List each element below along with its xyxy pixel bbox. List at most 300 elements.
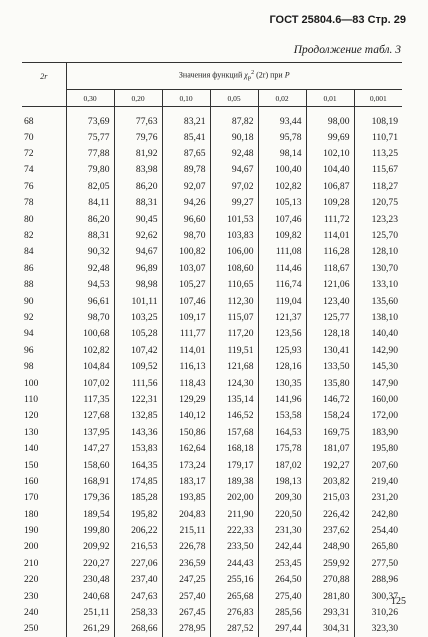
table-cell: 115,07 <box>210 309 258 325</box>
table-cell: 96,60 <box>162 211 210 227</box>
table-cell: 215,11 <box>162 522 210 538</box>
table-cell: 88,31 <box>66 227 114 243</box>
table-row <box>22 145 402 161</box>
column-header-2r: 2r <box>22 63 66 107</box>
table-cell: 92,62 <box>114 227 162 243</box>
table-cell: 77,88 <box>66 145 114 161</box>
table-cell: 164,35 <box>114 457 162 473</box>
table-cell: 79,76 <box>114 129 162 145</box>
table-cell: 105,28 <box>114 326 162 342</box>
table-cell: 125,77 <box>306 309 354 325</box>
table-cell: 175,78 <box>258 440 306 456</box>
table-cell: 99,69 <box>306 129 354 145</box>
table-cell: 115,67 <box>354 162 402 178</box>
page-number: 125 <box>391 596 406 607</box>
table-cell: 216,53 <box>114 539 162 555</box>
table-cell: 111,08 <box>258 244 306 260</box>
table-cell: 118,67 <box>306 260 354 276</box>
table-cell: 153,58 <box>258 408 306 424</box>
table-cell: 202,00 <box>210 490 258 506</box>
table-cell: 109,17 <box>162 309 210 325</box>
table-row <box>22 588 402 604</box>
table-cell: 120,75 <box>354 195 402 211</box>
row-label-2r: 100 <box>22 375 66 391</box>
table-row <box>22 260 402 276</box>
table-cell: 125,93 <box>258 342 306 358</box>
table-cell: 265,80 <box>354 539 402 555</box>
table-cell: 107,46 <box>258 211 306 227</box>
table-cell: 92,48 <box>210 145 258 161</box>
table-row <box>22 391 402 407</box>
table-cell: 102,82 <box>66 342 114 358</box>
table-cell: 83,21 <box>162 107 210 130</box>
table-cell: 183,17 <box>162 473 210 489</box>
table-row <box>22 195 402 211</box>
table-cell: 276,83 <box>210 604 258 620</box>
table-cell: 110,71 <box>354 129 402 145</box>
table-cell: 128,16 <box>258 358 306 374</box>
table-cell: 98,14 <box>258 145 306 161</box>
table-cell: 103,25 <box>114 309 162 325</box>
table-cell: 174,85 <box>114 473 162 489</box>
row-label-2r: 90 <box>22 293 66 309</box>
table-cell: 103,83 <box>210 227 258 243</box>
row-label-2r: 76 <box>22 178 66 194</box>
table-row <box>22 129 402 145</box>
table-cell: 300,37 <box>354 588 402 604</box>
table-cell: 77,63 <box>114 107 162 130</box>
row-label-2r: 78 <box>22 195 66 211</box>
table-cell: 240,68 <box>66 588 114 604</box>
table-cell: 101,53 <box>210 211 258 227</box>
column-header-p: 0,30 <box>66 90 114 107</box>
table-row <box>22 244 402 260</box>
row-label-2r: 74 <box>22 162 66 178</box>
table-cell: 237,40 <box>114 572 162 588</box>
table-cell: 304,31 <box>306 621 354 637</box>
table-continuation-caption: Продолжение табл. 3 <box>294 44 401 56</box>
column-header-p: 0,02 <box>258 90 306 107</box>
row-label-2r: 120 <box>22 408 66 424</box>
row-label-2r: 250 <box>22 621 66 637</box>
row-label-2r: 110 <box>22 391 66 407</box>
table-cell: 285,56 <box>258 604 306 620</box>
table-cell: 132,85 <box>114 408 162 424</box>
table-cell: 127,68 <box>66 408 114 424</box>
function-values-header: Значения функций $\chi_P^2$ (2r) при P <box>66 63 402 90</box>
table-cell: 227,06 <box>114 555 162 571</box>
table-cell: 187,02 <box>258 457 306 473</box>
table-cell: 288,96 <box>354 572 402 588</box>
row-label-2r: 70 <box>22 129 66 145</box>
row-label-2r: 130 <box>22 424 66 440</box>
table-cell: 128,10 <box>354 244 402 260</box>
table-cell: 253,45 <box>258 555 306 571</box>
table-cell: 207,60 <box>354 457 402 473</box>
table-row <box>22 457 402 473</box>
table-cell: 140,40 <box>354 326 402 342</box>
table-cell: 209,92 <box>66 539 114 555</box>
table-row <box>22 424 402 440</box>
table-cell: 75,77 <box>66 129 114 145</box>
table-cell: 121,06 <box>306 277 354 293</box>
table-cell: 168,18 <box>210 440 258 456</box>
table-cell: 94,67 <box>210 162 258 178</box>
table-row <box>22 473 402 489</box>
table-cell: 102,10 <box>306 145 354 161</box>
row-label-2r: 170 <box>22 490 66 506</box>
table-cell: 220,50 <box>258 506 306 522</box>
table-cell: 248,90 <box>306 539 354 555</box>
table-cell: 106,00 <box>210 244 258 260</box>
table-cell: 247,63 <box>114 588 162 604</box>
table-cell: 125,70 <box>354 227 402 243</box>
table-cell: 124,30 <box>210 375 258 391</box>
row-label-2r: 180 <box>22 506 66 522</box>
table-cell: 109,28 <box>306 195 354 211</box>
row-label-2r: 240 <box>22 604 66 620</box>
table-cell: 204,83 <box>162 506 210 522</box>
table-cell: 90,18 <box>210 129 258 145</box>
row-label-2r: 190 <box>22 522 66 538</box>
row-label-2r: 88 <box>22 277 66 293</box>
probability-header-row <box>22 90 402 107</box>
row-label-2r: 160 <box>22 473 66 489</box>
table-row <box>22 227 402 243</box>
table-cell: 123,40 <box>306 293 354 309</box>
table-cell: 323,30 <box>354 621 402 637</box>
table-cell: 226,42 <box>306 506 354 522</box>
table-cell: 147,27 <box>66 440 114 456</box>
table-cell: 105,27 <box>162 277 210 293</box>
table-cell: 135,14 <box>210 391 258 407</box>
table-cell: 222,33 <box>210 522 258 538</box>
table-cell: 219,40 <box>354 473 402 489</box>
table-row <box>22 107 402 130</box>
table-cell: 169,75 <box>306 424 354 440</box>
table-cell: 135,60 <box>354 293 402 309</box>
row-label-2r: 220 <box>22 572 66 588</box>
table-cell: 107,46 <box>162 293 210 309</box>
table-row <box>22 621 402 637</box>
table-cell: 130,41 <box>306 342 354 358</box>
table-cell: 261,29 <box>66 621 114 637</box>
table-cell: 199,80 <box>66 522 114 538</box>
table-cell: 109,82 <box>258 227 306 243</box>
table-cell: 111,72 <box>306 211 354 227</box>
table-cell: 95,78 <box>258 129 306 145</box>
table-cell: 86,20 <box>114 178 162 194</box>
table-cell: 104,40 <box>306 162 354 178</box>
table-cell: 135,80 <box>306 375 354 391</box>
table-cell: 94,26 <box>162 195 210 211</box>
row-label-2r: 230 <box>22 588 66 604</box>
table-cell: 92,07 <box>162 178 210 194</box>
table-cell: 141,96 <box>258 391 306 407</box>
table-cell: 98,00 <box>306 107 354 130</box>
table-cell: 114,01 <box>162 342 210 358</box>
table-cell: 258,33 <box>114 604 162 620</box>
table-cell: 162,64 <box>162 440 210 456</box>
table-cell: 128,18 <box>306 326 354 342</box>
table-cell: 143,36 <box>114 424 162 440</box>
column-header-p: 0,20 <box>114 90 162 107</box>
table-cell: 172,00 <box>354 408 402 424</box>
table-cell: 79,80 <box>66 162 114 178</box>
table-cell: 93,44 <box>258 107 306 130</box>
table-cell: 157,68 <box>210 424 258 440</box>
table-cell: 264,50 <box>258 572 306 588</box>
table-cell: 277,50 <box>354 555 402 571</box>
table-cell: 181,07 <box>306 440 354 456</box>
table-row <box>22 555 402 571</box>
table-row <box>22 358 402 374</box>
table-cell: 100,82 <box>162 244 210 260</box>
table-cell: 87,65 <box>162 145 210 161</box>
row-label-2r: 96 <box>22 342 66 358</box>
table-cell: 142,90 <box>354 342 402 358</box>
table-cell: 104,84 <box>66 358 114 374</box>
table-cell: 259,92 <box>306 555 354 571</box>
table-cell: 119,04 <box>258 293 306 309</box>
table-cell: 226,78 <box>162 539 210 555</box>
table-cell: 114,46 <box>258 260 306 276</box>
table-cell: 189,38 <box>210 473 258 489</box>
table-cell: 265,68 <box>210 588 258 604</box>
table-cell: 231,20 <box>354 490 402 506</box>
table-cell: 140,12 <box>162 408 210 424</box>
chi-square-table <box>22 62 402 637</box>
row-label-2r: 140 <box>22 440 66 456</box>
page-header: ГОСТ 25804.6—83 Стр. 29 <box>269 14 406 26</box>
table-cell: 270,88 <box>306 572 354 588</box>
column-header-p: 0,05 <box>210 90 258 107</box>
table-row <box>22 506 402 522</box>
table-cell: 100,68 <box>66 326 114 342</box>
table-cell: 133,50 <box>306 358 354 374</box>
table-cell: 113,25 <box>354 145 402 161</box>
table-cell: 98,70 <box>66 309 114 325</box>
table-row <box>22 277 402 293</box>
table-cell: 158,60 <box>66 457 114 473</box>
table-cell: 233,50 <box>210 539 258 555</box>
table-cell: 255,16 <box>210 572 258 588</box>
table-cell: 114,01 <box>306 227 354 243</box>
table-row <box>22 309 402 325</box>
row-label-2r: 98 <box>22 358 66 374</box>
table-cell: 96,89 <box>114 260 162 276</box>
row-label-2r: 200 <box>22 539 66 555</box>
table-cell: 146,72 <box>306 391 354 407</box>
table-cell: 82,05 <box>66 178 114 194</box>
table-cell: 117,35 <box>66 391 114 407</box>
table-cell: 133,10 <box>354 277 402 293</box>
table-cell: 189,54 <box>66 506 114 522</box>
table-cell: 100,40 <box>258 162 306 178</box>
table-cell: 287,52 <box>210 621 258 637</box>
table-cell: 81,92 <box>114 145 162 161</box>
row-label-2r: 92 <box>22 309 66 325</box>
row-label-2r: 84 <box>22 244 66 260</box>
table-cell: 231,30 <box>258 522 306 538</box>
table-cell: 281,80 <box>306 588 354 604</box>
table-cell: 230,48 <box>66 572 114 588</box>
table-cell: 160,00 <box>354 391 402 407</box>
row-label-2r: 80 <box>22 211 66 227</box>
column-header-p: 0,01 <box>306 90 354 107</box>
table-cell: 119,51 <box>210 342 258 358</box>
row-label-2r: 210 <box>22 555 66 571</box>
table-cell: 183,90 <box>354 424 402 440</box>
table-cell: 117,20 <box>210 326 258 342</box>
table-row <box>22 293 402 309</box>
table-cell: 267,45 <box>162 604 210 620</box>
table-row <box>22 440 402 456</box>
table-cell: 84,11 <box>66 195 114 211</box>
table-cell: 107,02 <box>66 375 114 391</box>
table-cell: 107,42 <box>114 342 162 358</box>
table-cell: 118,43 <box>162 375 210 391</box>
table-cell: 86,20 <box>66 211 114 227</box>
table-cell: 251,11 <box>66 604 114 620</box>
table-cell: 242,44 <box>258 539 306 555</box>
table-cell: 310,26 <box>354 604 402 620</box>
table-cell: 96,61 <box>66 293 114 309</box>
table-cell: 108,19 <box>354 107 402 130</box>
row-label-2r: 86 <box>22 260 66 276</box>
table-cell: 102,82 <box>258 178 306 194</box>
table-cell: 179,17 <box>210 457 258 473</box>
table-row <box>22 408 402 424</box>
table-cell: 111,56 <box>114 375 162 391</box>
table-cell: 209,30 <box>258 490 306 506</box>
table-cell: 206,22 <box>114 522 162 538</box>
table-cell: 293,31 <box>306 604 354 620</box>
table-row <box>22 162 402 178</box>
table-cell: 198,13 <box>258 473 306 489</box>
table-cell: 92,48 <box>66 260 114 276</box>
row-label-2r: 68 <box>22 107 66 130</box>
table-cell: 158,24 <box>306 408 354 424</box>
row-label-2r: 150 <box>22 457 66 473</box>
table-row <box>22 539 402 555</box>
table-cell: 123,56 <box>258 326 306 342</box>
table-row <box>22 490 402 506</box>
table-cell: 247,25 <box>162 572 210 588</box>
table-cell: 195,82 <box>114 506 162 522</box>
table-row <box>22 572 402 588</box>
table-cell: 220,27 <box>66 555 114 571</box>
table-cell: 145,30 <box>354 358 402 374</box>
table-cell: 99,27 <box>210 195 258 211</box>
table-cell: 89,78 <box>162 162 210 178</box>
table-cell: 105,13 <box>258 195 306 211</box>
table-cell: 106,87 <box>306 178 354 194</box>
table-cell: 168,91 <box>66 473 114 489</box>
table-cell: 87,82 <box>210 107 258 130</box>
column-header-p: 0,001 <box>354 90 402 107</box>
table-cell: 110,65 <box>210 277 258 293</box>
table-cell: 122,31 <box>114 391 162 407</box>
table-cell: 173,24 <box>162 457 210 473</box>
table-cell: 236,59 <box>162 555 210 571</box>
table-cell: 111,77 <box>162 326 210 342</box>
table-cell: 138,10 <box>354 309 402 325</box>
table-cell: 101,11 <box>114 293 162 309</box>
table-cell: 88,31 <box>114 195 162 211</box>
table-row <box>22 178 402 194</box>
table-cell: 150,86 <box>162 424 210 440</box>
table-row <box>22 604 402 620</box>
table-cell: 237,62 <box>306 522 354 538</box>
table-cell: 108,60 <box>210 260 258 276</box>
table-cell: 103,07 <box>162 260 210 276</box>
table-cell: 193,85 <box>162 490 210 506</box>
table-cell: 185,28 <box>114 490 162 506</box>
table-cell: 203,82 <box>306 473 354 489</box>
table-cell: 268,66 <box>114 621 162 637</box>
table-cell: 147,90 <box>354 375 402 391</box>
table-cell: 297,44 <box>258 621 306 637</box>
table-cell: 215,03 <box>306 490 354 506</box>
table-cell: 195,80 <box>354 440 402 456</box>
table-cell: 130,35 <box>258 375 306 391</box>
table-cell: 116,13 <box>162 358 210 374</box>
row-label-2r: 72 <box>22 145 66 161</box>
table-cell: 118,27 <box>354 178 402 194</box>
table-row <box>22 326 402 342</box>
table-cell: 90,32 <box>66 244 114 260</box>
table-cell: 94,53 <box>66 277 114 293</box>
table-cell: 116,74 <box>258 277 306 293</box>
table-cell: 121,68 <box>210 358 258 374</box>
table-row <box>22 375 402 391</box>
table-cell: 90,45 <box>114 211 162 227</box>
table-cell: 123,23 <box>354 211 402 227</box>
table-cell: 275,40 <box>258 588 306 604</box>
table-cell: 85,41 <box>162 129 210 145</box>
table-cell: 130,70 <box>354 260 402 276</box>
table-cell: 73,69 <box>66 107 114 130</box>
table-cell: 94,67 <box>114 244 162 260</box>
table-cell: 112,30 <box>210 293 258 309</box>
table-cell: 146,52 <box>210 408 258 424</box>
row-label-2r: 94 <box>22 326 66 342</box>
table-body <box>22 107 402 637</box>
table-cell: 192,27 <box>306 457 354 473</box>
table-cell: 116,28 <box>306 244 354 260</box>
table-cell: 129,29 <box>162 391 210 407</box>
table-cell: 211,90 <box>210 506 258 522</box>
table-cell: 121,37 <box>258 309 306 325</box>
table-row <box>22 342 402 358</box>
table-cell: 98,70 <box>162 227 210 243</box>
table-cell: 179,36 <box>66 490 114 506</box>
row-label-2r: 82 <box>22 227 66 243</box>
table-cell: 254,40 <box>354 522 402 538</box>
column-header-p: 0,10 <box>162 90 210 107</box>
table-cell: 164,53 <box>258 424 306 440</box>
table-cell: 242,80 <box>354 506 402 522</box>
table-cell: 153,83 <box>114 440 162 456</box>
table-row <box>22 211 402 227</box>
table-cell: 83,98 <box>114 162 162 178</box>
table-cell: 257,40 <box>162 588 210 604</box>
table-cell: 137,95 <box>66 424 114 440</box>
table-cell: 278,95 <box>162 621 210 637</box>
table-cell: 97,02 <box>210 178 258 194</box>
table-cell: 244,43 <box>210 555 258 571</box>
